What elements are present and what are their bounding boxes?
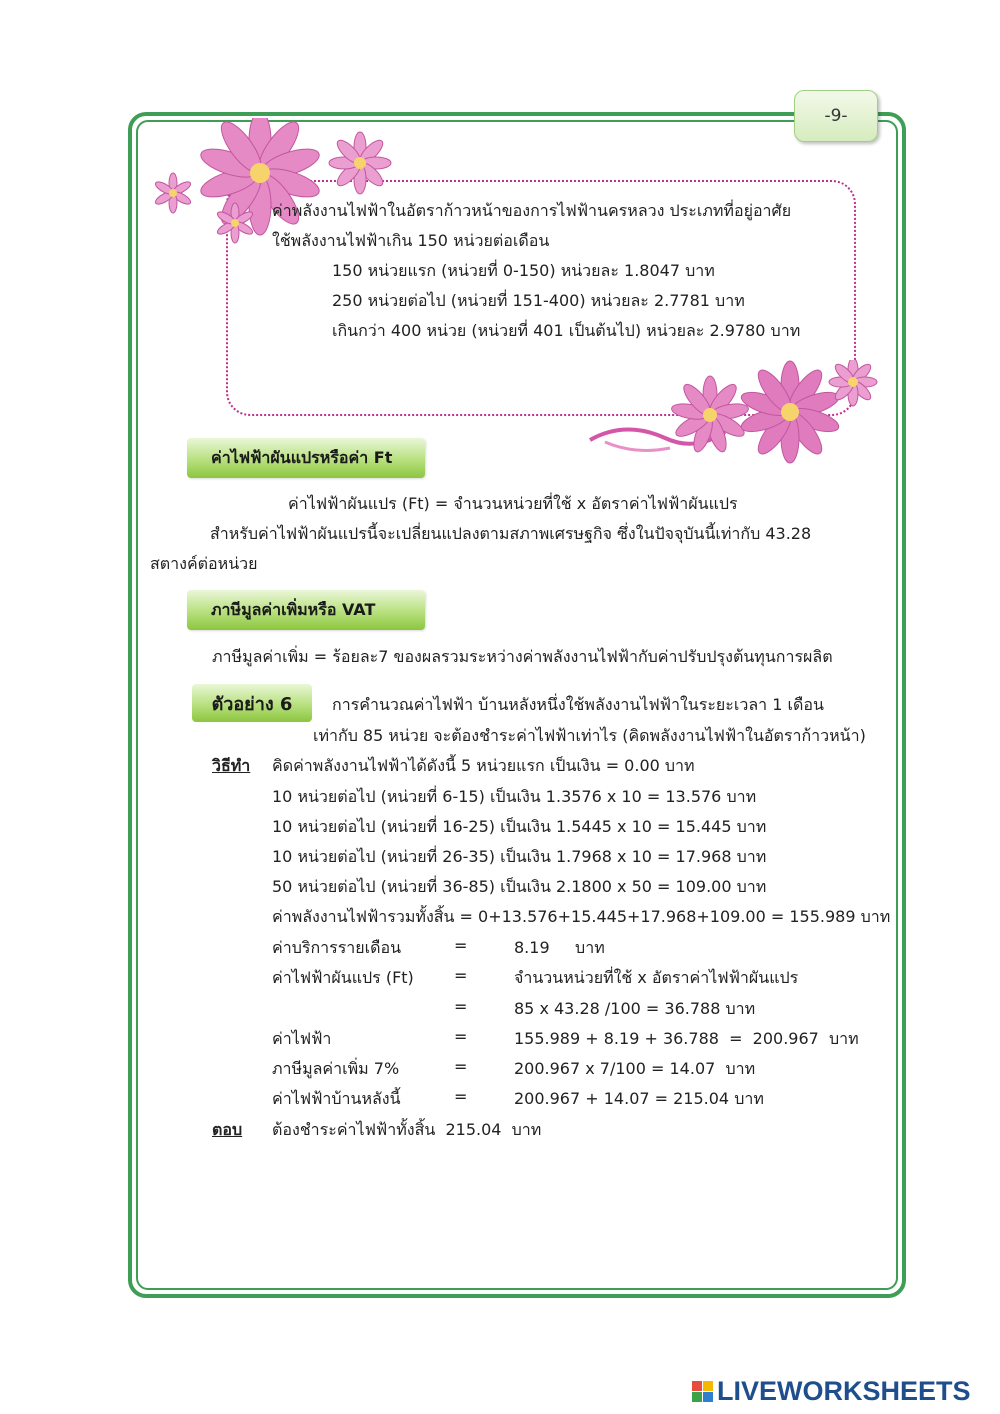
ft-heading-text: ค่าไฟฟ้าผันแปรหรือค่า Ft [211, 447, 393, 467]
vat-heading-text: ภาษีมูลค่าเพิ่มหรือ VAT [211, 599, 376, 619]
method-label: วิธีทำ [212, 756, 251, 775]
step-line: ค่าพลังงานไฟฟ้ารวมทั้งสิ้น = 0+13.576+15.445+17.968+109.00 = 155.989 บาท [272, 907, 891, 926]
step-line: 50 หน่วยต่อไป (หน่วยที่ 36-85) เป็นเงิน 2.1800 x 50 = 109.00 บาท [272, 877, 767, 896]
calc-equals: = [454, 1087, 468, 1106]
calc-label: ค่าไฟฟ้าผันแปร (Ft) [272, 968, 414, 987]
example-label [192, 684, 312, 722]
calc-label: ค่าไฟฟ้าบ้านหลังนี้ [272, 1089, 401, 1108]
example-question-line2: เท่ากับ 85 หน่วย จะต้องชำระค่าไฟฟ้าเท่าไร (คิดพลังงานไฟฟ้าในอัตราก้าวหน้า) [313, 726, 866, 745]
example-question-line1: การคำนวณค่าไฟฟ้า บ้านหลังหนึ่งใช้พลังงานไฟฟ้าในระยะเวลา 1 เดือน [332, 695, 824, 714]
step-line: 10 หน่วยต่อไป (หน่วยที่ 26-35) เป็นเงิน 1.7968 x 10 = 17.968 บาท [272, 847, 767, 866]
calc-equals: = [454, 1057, 468, 1076]
example-label-text: ตัวอย่าง 6 [211, 693, 293, 715]
calc-label: ค่าไฟฟ้า [272, 1029, 332, 1048]
page-number-tab [794, 90, 878, 142]
calc-equals: = [454, 1027, 468, 1046]
logo-grid-icon [692, 1381, 713, 1402]
ft-desc-line1: สำหรับค่าไฟฟ้าผันแปรนี้จะเปลี่ยนแปลงตามสภาพเศรษฐกิจ ซึ่งในปัจจุบันนี้เท่ากับ 43.28 [210, 524, 812, 543]
calc-label: ค่าบริการรายเดือน [272, 938, 402, 957]
calc-value: จำนวนหน่วยที่ใช้ x อัตราค่าไฟฟ้าผันแปร [514, 968, 799, 987]
vat-desc: ภาษีมูลค่าเพิ่ม = ร้อยละ7 ของผลรวมระหว่างค่าพลังงานไฟฟ้ากับค่าปรับปรุงต้นทุนการผลิต [212, 647, 833, 666]
vat-heading [187, 590, 425, 630]
step-line: คิดค่าพลังงานไฟฟ้าได้ดังนี้ 5 หน่วยแรก เป็นเงิน = 0.00 บาท [272, 756, 695, 775]
calc-value: 200.967 x 7/100 = 14.07 บาท [514, 1059, 756, 1078]
answer-text: ต้องชำระค่าไฟฟ้าทั้งสิ้น 215.04 บาท [272, 1120, 542, 1139]
rate-tier-2: 250 หน่วยต่อไป (หน่วยที่ 151-400) หน่วยละ 2.7781 บาท [332, 291, 745, 310]
calc-value: 85 x 43.28 /100 = 36.788 บาท [514, 999, 756, 1018]
rate-tier-3: เกินกว่า 400 หน่วย (หน่วยที่ 401 เป็นต้นไป) หน่วยละ 2.9780 บาท [332, 321, 801, 340]
calc-equals: = [454, 936, 468, 955]
rate-box-line2: ใช้พลังงานไฟฟ้าเกิน 150 หน่วยต่อเดือน [272, 231, 550, 250]
calc-equals: = [454, 997, 468, 1016]
step-line: 10 หน่วยต่อไป (หน่วยที่ 6-15) เป็นเงิน 1.3576 x 10 = 13.576 บาท [272, 787, 757, 806]
liveworksheets-logo[interactable] [692, 1376, 971, 1406]
calc-value: 8.19 บาท [514, 938, 605, 957]
calc-value: 155.989 + 8.19 + 36.788 = 200.967 บาท [514, 1029, 859, 1048]
rate-tier-1: 150 หน่วยแรก (หน่วยที่ 0-150) หน่วยละ 1.8047 บาท [332, 261, 715, 280]
calc-value: 200.967 + 14.07 = 215.04 บาท [514, 1089, 764, 1108]
step-line: 10 หน่วยต่อไป (หน่วยที่ 16-25) เป็นเงิน 1.5445 x 10 = 15.445 บาท [272, 817, 767, 836]
ft-formula: ค่าไฟฟ้าผันแปร (Ft) = จำนวนหน่วยที่ใช้ x อัตราค่าไฟฟ้าผันแปร [288, 494, 738, 513]
answer-label: ตอบ [212, 1120, 243, 1139]
calc-label: ภาษีมูลค่าเพิ่ม 7% [272, 1059, 400, 1078]
rate-box-line1: ค่าพลังงานไฟฟ้าในอัตราก้าวหน้าของการไฟฟ้านครหลวง ประเภทที่อยู่อาศัย [272, 201, 792, 220]
logo-text: LIVEWORKSHEETS [717, 1375, 971, 1406]
flower-decoration-bottom-right [585, 360, 890, 465]
calc-equals: = [454, 966, 468, 985]
ft-heading [187, 438, 425, 478]
ft-desc-line2: สตางค์ต่อหน่วย [150, 554, 258, 573]
page-number: -9- [824, 106, 848, 126]
